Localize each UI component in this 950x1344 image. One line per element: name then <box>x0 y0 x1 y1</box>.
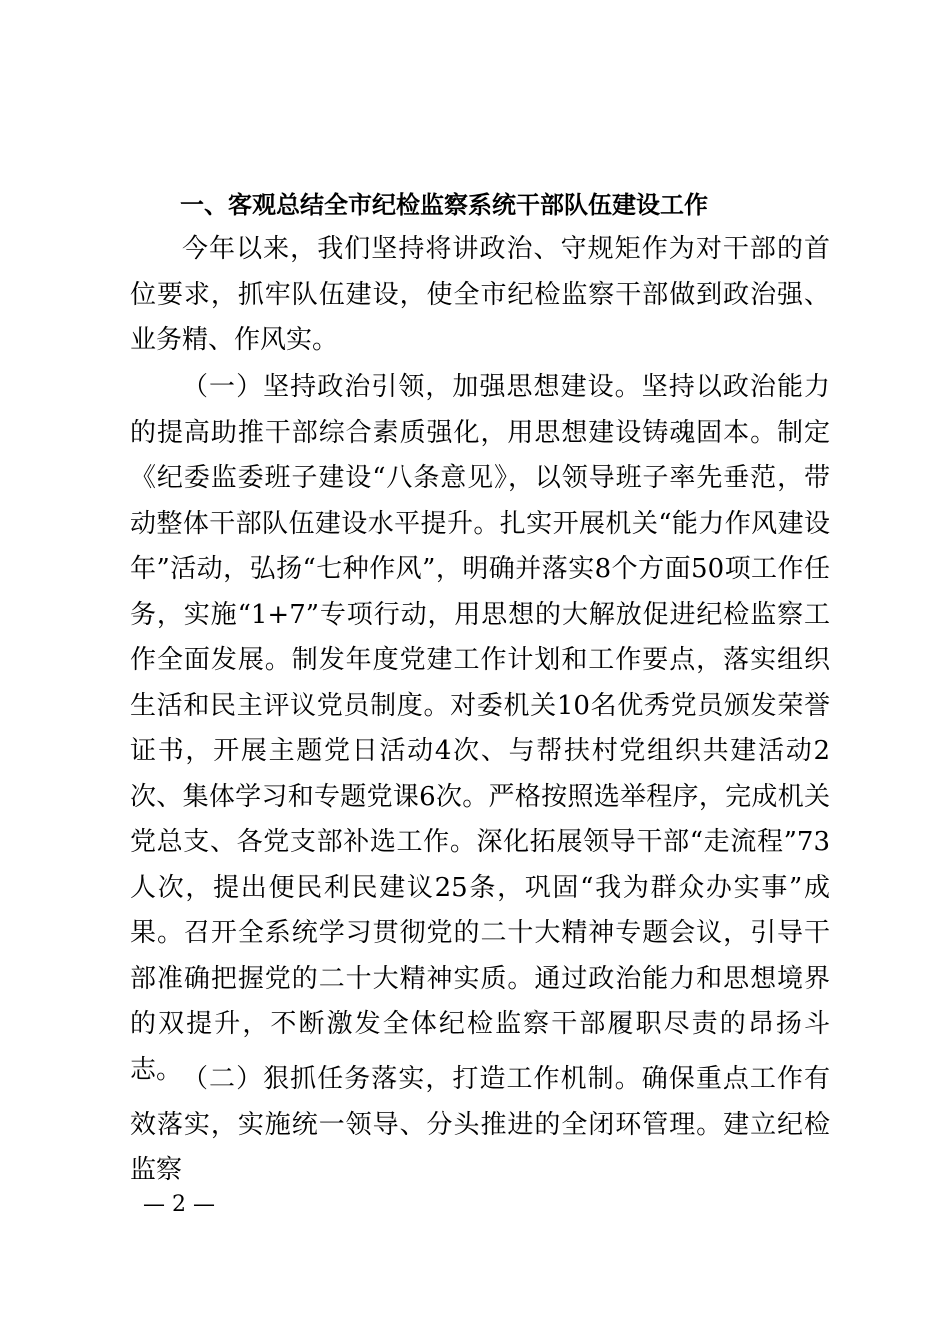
section-heading: 一、客观总结全市纪检监察系统干部队伍建设工作 <box>180 191 708 219</box>
paragraph-task-implementation: （二）狠抓任务落实，打造工作机制。确保重点工作有效落实，实施统一领导、分头推进的全闭环管理。建立纪检监察 <box>130 1064 830 1185</box>
paragraph-political-guidance: （一）坚持政治引领，加强思想建设。坚持以政治能力的提高助推干部综合素质强化，用思想建设铸魂固本。制定《纪委监委班子建设“八条意见》，以领导班子率先垂范，带动整体干部队伍建设水平提升。扎实开展机关“能力作风建设年”活动，弘扬“七种作风”，明确并落实8个方面50项工作任务，实施“1+7”专项行动，用思想的大解放促进纪检监察工作全面发展。制发年度党建工作计划和工作要点，落实组织生活和民主评议党员制度。对委机关10名优秀党员颁发荣誉证书，开展主题党日活动4次、与帮扶村党组织共建活动2次、集体学习和专题党课6次。严格按照选举程序，完成机关党总支、各党支部补选工作。深化拓展领导干部“走流程”73人次，提出便民利民建议25条，巩固“我为群众办实事”成果。召开全系统学习贯彻党的二十大精神专题会议，引导干部准确把握党的二十大精神实质。通过政治能力和思想境界的双提升，不断激发全体纪检监察干部履职尽责的昂扬斗志。 <box>130 372 830 1085</box>
page-number: — 2 — <box>143 1192 215 1217</box>
paragraph-intro: 今年以来，我们坚持将讲政治、守规矩作为对干部的首位要求，抓牢队伍建设，使全市纪检监察干部做到政治强、业务精、作风实。 <box>130 234 830 355</box>
